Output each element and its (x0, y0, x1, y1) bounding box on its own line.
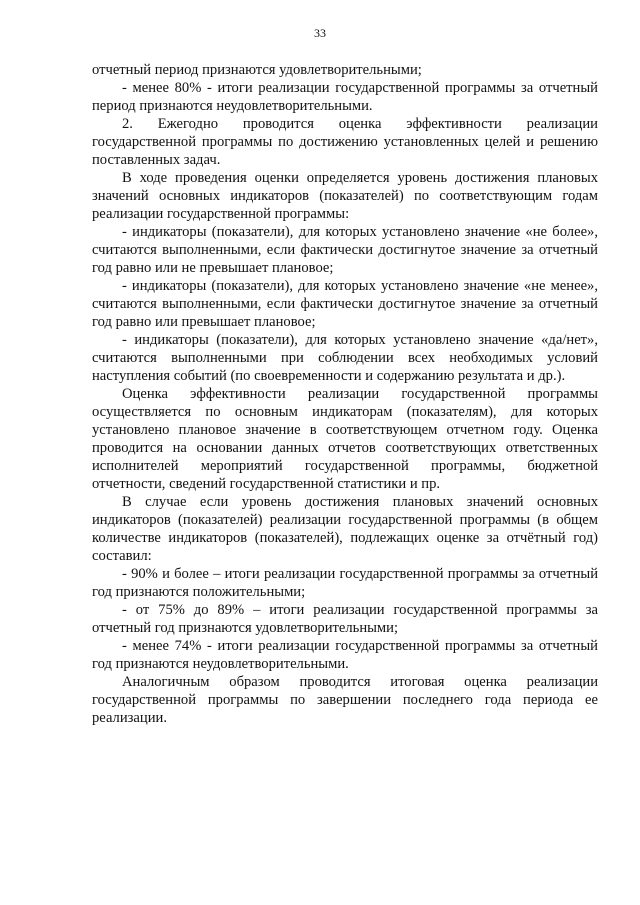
list-item-not-less: - индикаторы (показатели), для которых установлено значение «не менее», считаются выполненными, если фактически достигнутое значение за отчетный год равно или превышает плановое; (92, 278, 598, 330)
list-item-75-to-89: - от 75% до 89% – итоги реализации государственной программы за отчетный год признаются удовлетворительными; (92, 602, 598, 636)
list-item-below-74: - менее 74% - итоги реализации государственной программы за отчетный год признаются неудовлетворительными. (92, 638, 598, 672)
paragraph-efficiency-assessment: Оценка эффективности реализации государственной программы осуществляется по основным индикаторам (показателям), для которых установлено плановое значение в соответствующем отчетном году. Оценка проводится на основании данных отчетов соответствующих ответственных исполнителей мероприятий государственной программы, бюджетной отчетности, сведений государственной статистики и пр. (92, 386, 598, 492)
list-item-below-80: - менее 80% - итоги реализации государственной программы за отчетный период признаются неудовлетворительными. (92, 80, 598, 114)
paragraph-achievement-level: В случае если уровень достижения плановых значений основных индикаторов (показателей) реализации государственной программы (в общем количестве индикаторов (показателей), подлежащих оценке за отчётный год) составил: (92, 494, 598, 564)
paragraph-continuation: отчетный период признаются удовлетворительными; (92, 62, 422, 78)
document-body (92, 61, 598, 727)
paragraph-annual-assessment: 2. Ежегодно проводится оценка эффективности реализации государственной программы по достижению установленных целей и решению поставленных задач. (92, 116, 598, 168)
list-item-90-and-more: - 90% и более – итоги реализации государственной программы за отчетный год признаются положительными; (92, 566, 598, 600)
list-item-not-more: - индикаторы (показатели), для которых установлено значение «не более», считаются выполненными, если фактически достигнутое значение за отчетный год равно или не превышает плановое; (92, 224, 598, 276)
paragraph-final-assessment: Аналогичным образом проводится итоговая оценка реализации государственной программы по завершении последнего года периода ее реализации. (92, 674, 598, 726)
page-number: 33 (314, 26, 326, 40)
list-item-yes-no: - индикаторы (показатели), для которых установлено значение «да/нет», считаются выполненными при соблюдении всех необходимых условий наступления событий (по своевременности и содержанию результата и др.). (92, 332, 598, 384)
paragraph-indicator-levels: В ходе проведения оценки определяется уровень достижения плановых значений основных индикаторов (показателей) по соответствующим годам реализации государственной программы: (92, 170, 598, 222)
